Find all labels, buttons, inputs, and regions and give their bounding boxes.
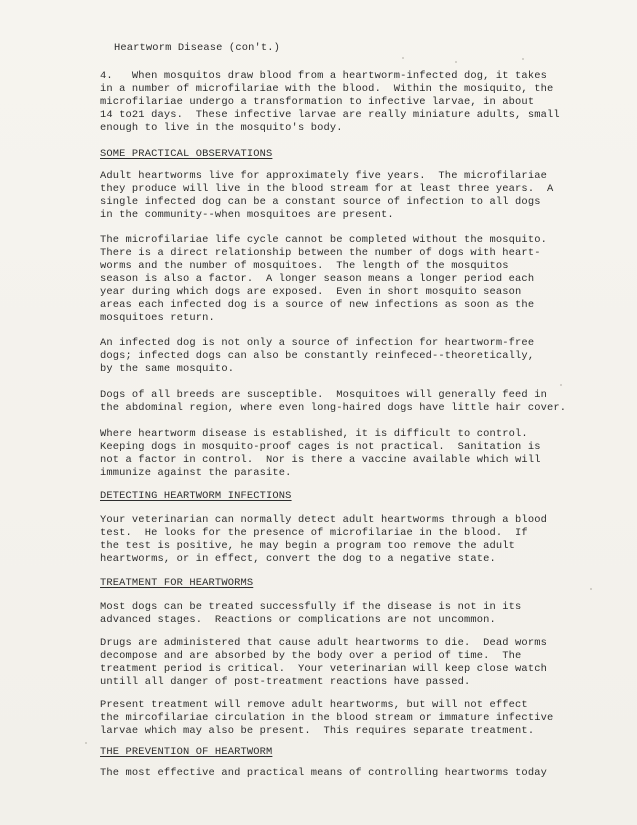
text-line: in a number of microfilariae with the blood. Within the mosiquito, the	[100, 83, 554, 95]
text-line: season is also a factor. A longer season means a longer period each	[100, 273, 535, 285]
section-heading-treatment: TREATMENT FOR HEARTWORMS	[100, 577, 254, 589]
text-line: Your veterinarian can normally detect adult heartworms through a blood	[100, 514, 547, 526]
text-line: Adult heartworms live for approximately five years. The microfilariae	[100, 170, 547, 182]
paper-speck	[85, 742, 87, 744]
text-line: Drugs are administered that cause adult heartworms to die. Dead worms	[100, 637, 547, 649]
text-line: areas each infected dog is a source of new infections as soon as the	[100, 299, 535, 311]
paper-speck	[590, 588, 592, 590]
text-line: year during which dogs are exposed. Even in short mosquito season	[100, 286, 522, 298]
text-line: 14 to21 days. These infective larvae are really miniature adults, small	[100, 109, 560, 121]
section-heading-detecting: DETECTING HEARTWORM INFECTIONS	[100, 490, 292, 502]
text-line: the test is positive, he may begin a program too remove the adult	[100, 540, 516, 552]
text-line: The microfilariae life cycle cannot be completed without the mosquito.	[100, 234, 547, 246]
text-line: Present treatment will remove adult heartworms, but will not effect	[100, 699, 528, 711]
text-line: The most effective and practical means of controlling heartworms today	[100, 767, 547, 779]
text-line: worms and the number of mosquitoes. The length of the mosquitos	[100, 260, 509, 272]
text-line: Most dogs can be treated successfully if the disease is not in its	[100, 601, 522, 613]
text-line: the mircofilariae circulation in the blood stream or immature infective	[100, 712, 554, 724]
paper-speck	[455, 61, 457, 63]
paper-speck	[560, 384, 562, 386]
text-line: they produce will live in the blood stream for at least three years. A	[100, 183, 554, 195]
section-heading-practical: SOME PRACTICAL OBSERVATIONS	[100, 148, 273, 160]
section-heading-prevention: THE PREVENTION OF HEARTWORM	[100, 746, 273, 758]
text-line: not a factor in control. Nor is there a vaccine available which will	[100, 454, 541, 466]
paper-speck	[402, 57, 404, 59]
text-line: mosquitoes return.	[100, 312, 215, 324]
text-line: microfilariae undergo a transformation to infective larvae, in about	[100, 96, 535, 108]
text-line: advanced stages. Reactions or complications are not uncommon.	[100, 614, 496, 626]
text-line: heartworms, or in effect, convert the dog to a negative state.	[100, 553, 496, 565]
text-line: immunize against the parasite.	[100, 467, 292, 479]
text-line: Where heartworm disease is established, it is difficult to control.	[100, 428, 528, 440]
text-line: dogs; infected dogs can also be constantly reinfeced--theoretically,	[100, 350, 535, 362]
text-line: Keeping dogs in mosquito-proof cages is not practical. Sanitation is	[100, 441, 541, 453]
text-line: untill all danger of post-treatment reactions have passed.	[100, 676, 471, 688]
text-line: There is a direct relationship between the number of dogs with heart-	[100, 247, 541, 259]
text-line: in the community--when mosquitoes are present.	[100, 209, 394, 221]
text-line: single infected dog can be a constant source of infection to all dogs	[100, 196, 541, 208]
text-line: An infected dog is not only a source of infection for heartworm-free	[100, 337, 535, 349]
text-line: larvae which may also be present. This requires separate treatment.	[100, 725, 535, 737]
page-title: Heartworm Disease (con't.)	[114, 42, 281, 54]
text-line: 4. When mosquitos draw blood from a heartworm-infected dog, it takes	[100, 70, 547, 82]
text-line: by the same mosquito.	[100, 363, 235, 375]
text-line: Dogs of all breeds are susceptible. Mosquitoes will generally feed in	[100, 389, 547, 401]
text-line: treatment period is critical. Your veterinarian will keep close watch	[100, 663, 547, 675]
paper-speck	[522, 58, 524, 60]
text-line: decompose and are absorbed by the body over a period of time. The	[100, 650, 522, 662]
text-line: enough to live in the mosquito's body.	[100, 122, 343, 134]
text-line: test. He looks for the presence of microfilariae in the blood. If	[100, 527, 528, 539]
text-line: the abdominal region, where even long-haired dogs have little hair cover.	[100, 402, 567, 414]
